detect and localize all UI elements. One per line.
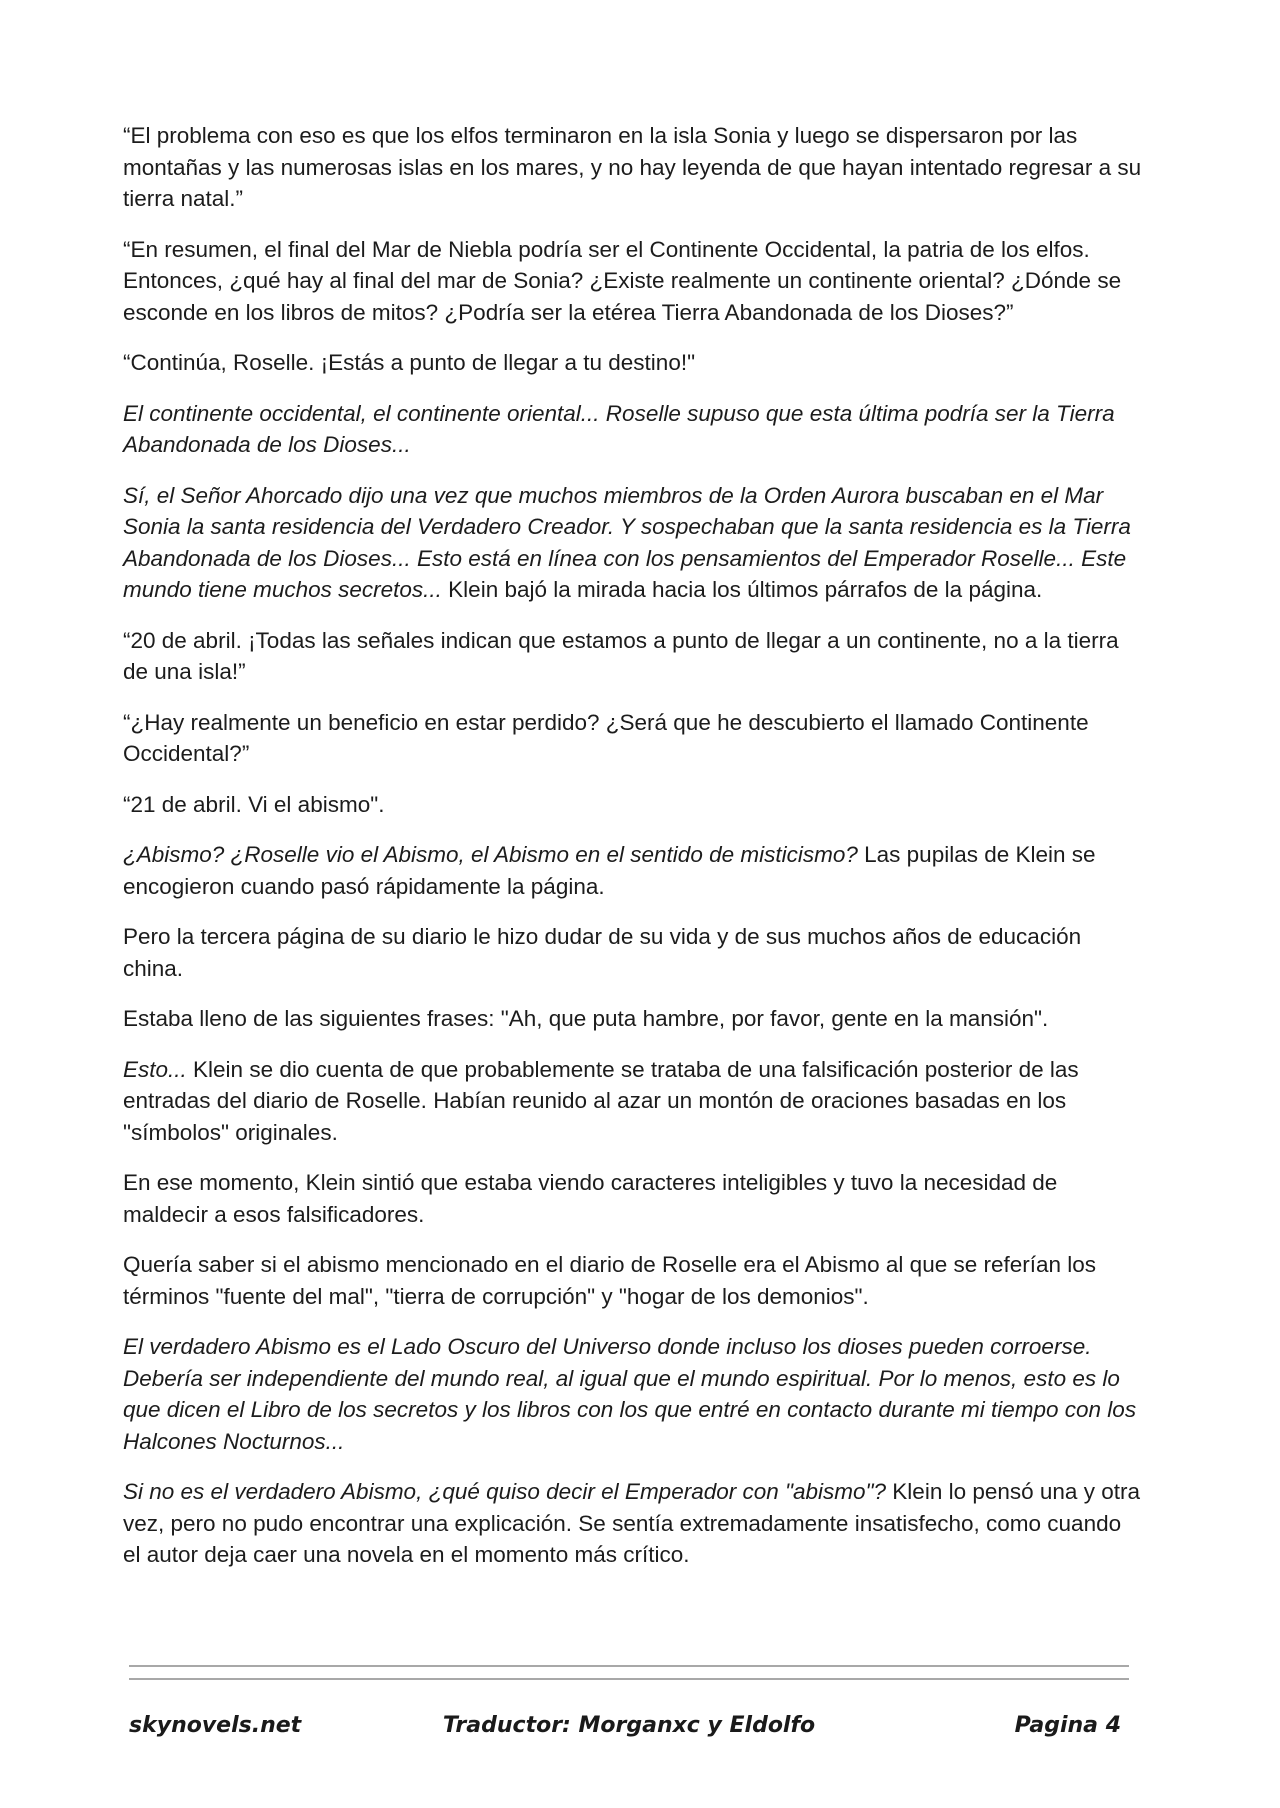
paragraph: [123, 347, 1143, 379]
paragraph: [123, 625, 1143, 688]
text-run: Quería saber si el abismo mencionado en el diario de Roselle era el Abismo al que se referían los términos "fuente del mal", "tierra de corrupción" y "hogar de los demonios".: [123, 1252, 1097, 1309]
footer-translator-credit: Traductor: Morganxc y Eldolfo: [442, 1713, 816, 1738]
text-run: Pero la tercera página de su diario le hizo dudar de su vida y de sus muchos años de educación china.: [123, 924, 1082, 981]
page-footer: [129, 1713, 1129, 1749]
paragraph: [123, 789, 1143, 821]
footer-divider-bottom: [129, 1678, 1129, 1680]
text-run: Estaba lleno de las siguientes frases: "Ah, que puta hambre, por favor, gente en la mansión".: [123, 1006, 1049, 1031]
italic-text-run: Sí, el Señor Ahorcado dijo una vez que muchos miembros de la Orden Aurora buscaban en el Mar Sonia la santa residencia del Verdadero Creador. Y sospechaban que la santa residencia es la Tierra Abandonada de los Dioses... Esto está en línea con los pensamientos del Emperador Roselle... Este mundo tiene muchos secretos...: [123, 482, 1131, 602]
italic-text-run: El verdadero Abismo es el Lado Oscuro del Universo donde incluso los dioses pueden corroerse. Debería ser independiente del mundo real, al igual que el mundo espiritual. Por lo menos, esto es lo que dicen el Libro de los secretos y los libros con los que entré en contacto durante mi tiempo con los Halcones Nocturnos...: [123, 1334, 1137, 1454]
footer-site-name: skynovels.net: [129, 1713, 302, 1738]
text-run: Las pupilas de Klein se encogieron cuando pasó rápidamente la página.: [123, 842, 1096, 899]
text-run: “20 de abril. ¡Todas las señales indican que estamos a punto de llegar a un continente, no a la tierra de una isla!”: [123, 627, 1119, 684]
italic-text-run: El continente occidental, el continente oriental... Roselle supuso que esta última podría ser la Tierra Abandonada de los Dioses...: [123, 400, 1115, 457]
footer-page-number: Pagina 4: [1014, 1713, 1121, 1738]
text-run: En ese momento, Klein sintió que estaba viendo caracteres inteligibles y tuvo la necesidad de maldecir a esos falsificadores.: [123, 1170, 1058, 1227]
paragraph: [123, 234, 1143, 329]
paragraph: [123, 839, 1143, 902]
paragraph: [123, 921, 1143, 984]
text-run: “En resumen, el final del Mar de Niebla podría ser el Continente Occidental, la patria de los elfos. Entonces, ¿qué hay al final del mar de Sonia? ¿Existe realmente un continente oriental? ¿Dónde se esconde en los libros de mitos? ¿Podría ser la etérea Tierra Abandonada de los Dioses?”: [123, 236, 1122, 325]
text-run: “¿Hay realmente un beneficio en estar perdido? ¿Será que he descubierto el llamado Continente Occidental?”: [123, 709, 1089, 766]
paragraph: [123, 1167, 1143, 1230]
paragraph: [123, 1003, 1143, 1035]
document-body: [123, 120, 1143, 1590]
paragraph: [123, 1054, 1143, 1149]
text-run: “Continúa, Roselle. ¡Estás a punto de llegar a tu destino!": [123, 350, 696, 375]
text-run: Klein bajó la mirada hacia los últimos párrafos de la página.: [441, 577, 1043, 602]
paragraph: [123, 120, 1143, 215]
paragraph: [123, 1249, 1143, 1312]
paragraph: [123, 1476, 1143, 1571]
paragraph: [123, 707, 1143, 770]
text-run: Klein se dio cuenta de que probablemente se trataba de una falsificación posterior de las entradas del diario de Roselle. Habían reunido al azar un montón de oraciones basadas en los "símbolos" originales.: [123, 1056, 1079, 1145]
paragraph: [123, 398, 1143, 461]
italic-text-run: Si no es el verdadero Abismo, ¿qué quiso decir el Emperador con "abismo"?: [123, 1479, 887, 1504]
footer-divider-top: [129, 1665, 1129, 1667]
italic-text-run: ¿Abismo? ¿Roselle vio el Abismo, el Abismo en el sentido de misticismo?: [123, 842, 858, 867]
italic-text-run: Esto...: [123, 1056, 187, 1082]
text-run: Klein lo pensó una y otra vez, pero no pudo encontrar una explicación. Se sentía extremadamente insatisfecho, como cuando el autor deja caer una novela en el momento más crítico.: [123, 1479, 1140, 1567]
text-run: “21 de abril. Vi el abismo".: [123, 791, 385, 817]
text-run: “El problema con eso es que los elfos terminaron en la isla Sonia y luego se dispersaron por las montañas y las numerosas islas en los mares, y no hay leyenda de que hayan intentado regresar a su tierra natal.”: [123, 123, 1142, 211]
paragraph: [123, 480, 1143, 606]
paragraph: [123, 1331, 1143, 1457]
